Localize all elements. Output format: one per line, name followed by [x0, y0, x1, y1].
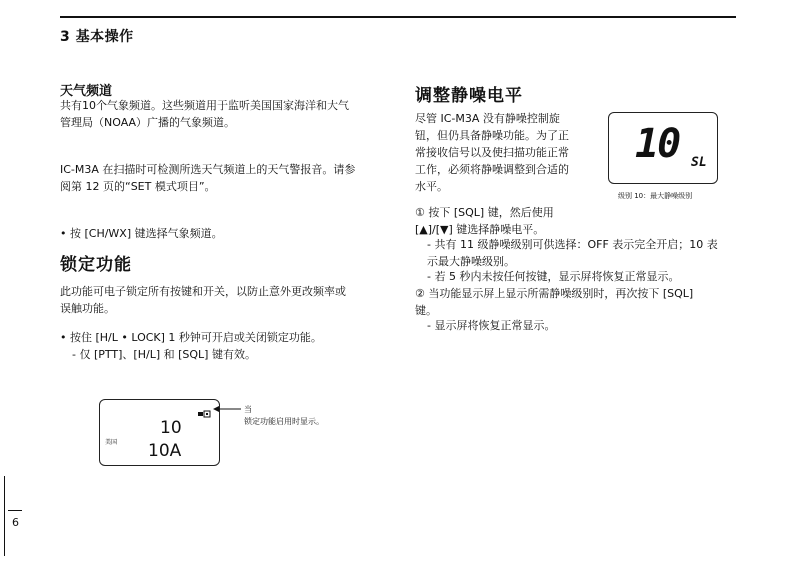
- squelch-level-unit: SL: [691, 155, 707, 170]
- lock-sub: - 仅 [PTT]、[H/L] 和 [SQL] 键有效。: [72, 348, 256, 361]
- weather-bullet: • 按 [CH/WX] 键选择气象频道。: [60, 227, 223, 240]
- squelch-step1-sub2: - 若 5 秒内未按任何按键，显示屏将恢复正常显示。: [427, 270, 680, 283]
- squelch-step2: ② 当功能显示屏上显示所需静噪级别时，再次按下 [SQL] 键。: [415, 287, 694, 317]
- weather-para2: IC-M3A 在扫描时可检测所选天气频道上的天气警报音。请参 阅第 12 页的“SET 模式项目”。: [60, 163, 356, 193]
- weather-para1: 共有10个气象频道。这些频道用于监听美国国家海洋和大气 管理局（NOAA）广播的气象频道。: [60, 99, 349, 129]
- lock-title: 锁定功能: [60, 255, 132, 275]
- squelch-display-caption: 级别 10：最大静噪级别: [618, 192, 693, 200]
- lcd-region-label: 美国: [105, 439, 118, 446]
- callout-arrow: [213, 404, 243, 414]
- squelch-step1-sub1: - 共有 11 级静噪级别可供选择：OFF 表示完全开启；10 表 示最大静噪级别。: [427, 238, 718, 268]
- lcd-channel-bottom: 10A: [148, 441, 182, 461]
- lock-para: 此功能可电子锁定所有按键和开关，以防止意外更改频率或 误触功能。: [60, 285, 346, 315]
- margin-bar: [4, 476, 5, 556]
- lock-icon: [197, 403, 211, 422]
- page-number: 6: [12, 516, 19, 529]
- weather-title: 天气频道: [60, 84, 113, 99]
- squelch-level-value: 10: [635, 121, 680, 167]
- lcd-channel-top: 10: [160, 418, 182, 438]
- squelch-step2-sub: - 显示屏将恢复正常显示。: [427, 319, 556, 332]
- squelch-step1: ① 按下 [SQL] 键，然后使用 [▲]/[▼] 键选择静噪电平。: [415, 206, 554, 236]
- lock-bullet: • 按住 [H/L • LOCK] 1 秒钟可开启或关闭锁定功能。: [60, 331, 322, 344]
- chapter-title: 3 基本操作: [60, 29, 134, 45]
- page-number-rule: [8, 510, 22, 511]
- squelch-title: 调整静噪电平: [415, 86, 523, 106]
- lock-lcd-display: [99, 399, 220, 466]
- squelch-intro: 尽管 IC-M3A 没有静噪控制旋 钮，但仍具备静噪功能。为了正 常接收信号以及使扫描功能正常 工作，必须将静噪调整到合适的 水平。: [415, 112, 569, 193]
- callout-text-line2: 锁定功能启用时显示。: [244, 417, 324, 426]
- squelch-lcd-display: [608, 112, 718, 184]
- header-rule: [60, 16, 736, 18]
- callout-text-line1: 当: [244, 405, 252, 414]
